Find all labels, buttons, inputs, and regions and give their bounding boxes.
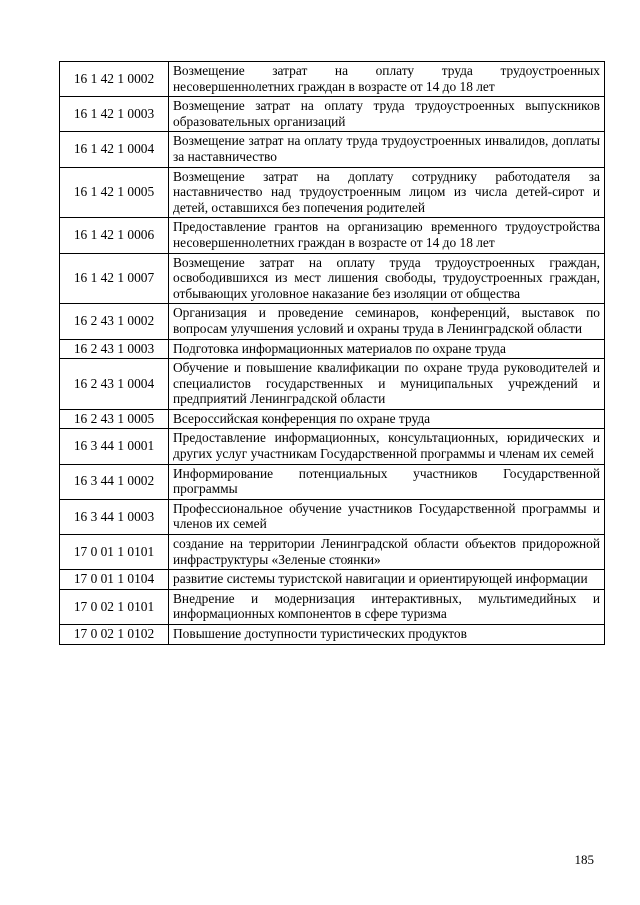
budget-code-table <box>59 61 605 645</box>
row-code: 16 1 42 1 0005 <box>60 167 169 218</box>
row-description: Подготовка информационных материалов по охране труда <box>169 339 605 359</box>
table-row <box>60 464 605 499</box>
table-row <box>60 304 605 339</box>
row-code: 16 2 43 1 0003 <box>60 339 169 359</box>
row-description: Профессиональное обучение участников Государственной программы и членов их семей <box>169 499 605 534</box>
row-description: развитие системы туристской навигации и ориентирующей информации <box>169 570 605 590</box>
row-description: Возмещение затрат на оплату труда трудоустроенных граждан, освободившихся из мест лишения свободы, трудоустроенных граждан, отбывающих уголовное наказание без изоляции от общества <box>169 253 605 304</box>
row-code: 16 1 42 1 0004 <box>60 132 169 167</box>
table-row <box>60 589 605 624</box>
table-row <box>60 167 605 218</box>
row-code: 16 1 42 1 0007 <box>60 253 169 304</box>
page-number: 185 <box>574 852 594 867</box>
table-row <box>60 359 605 410</box>
table-row <box>60 429 605 464</box>
row-description: Предоставление грантов на организацию временного трудоустройства несовершеннолетних граждан в возрасте от 14 до 18 лет <box>169 218 605 253</box>
table-row <box>60 97 605 132</box>
table-row <box>60 570 605 590</box>
row-description: Повышение доступности туристических продуктов <box>169 625 605 645</box>
row-description: Возмещение затрат на оплату труда трудоустроенных несовершеннолетних граждан в возрасте от 14 до 18 лет <box>169 62 605 97</box>
row-code: 16 3 44 1 0002 <box>60 464 169 499</box>
row-code: 16 2 43 1 0005 <box>60 409 169 429</box>
row-code: 17 0 01 1 0101 <box>60 535 169 570</box>
row-description: Всероссийская конференция по охране труда <box>169 409 605 429</box>
row-description: Возмещение затрат на доплату сотруднику работодателя за наставничество над трудоустроенным лицом из числа детей-сирот и детей, оставшихся без попечения родителей <box>169 167 605 218</box>
row-description: Возмещение затрат на оплату труда трудоустроенных инвалидов, доплаты за наставничество <box>169 132 605 167</box>
table-row <box>60 339 605 359</box>
table-row <box>60 409 605 429</box>
table-row <box>60 499 605 534</box>
row-description: Внедрение и модернизация интерактивных, мультимедийных и информационных компонентов в сфере туризма <box>169 589 605 624</box>
row-code: 16 1 42 1 0003 <box>60 97 169 132</box>
row-description: Обучение и повышение квалификации по охране труда руководителей и специалистов государственных и муниципальных учреждений и предприятий Ленинградской области <box>169 359 605 410</box>
row-code: 17 0 02 1 0101 <box>60 589 169 624</box>
row-code: 16 1 42 1 0006 <box>60 218 169 253</box>
table-row <box>60 62 605 97</box>
row-description: Организация и проведение семинаров, конференций, выставок по вопросам улучшения условий и охраны труда в Ленинградской области <box>169 304 605 339</box>
row-code: 16 2 43 1 0004 <box>60 359 169 410</box>
row-description: Информирование потенциальных участников Государственной программы <box>169 464 605 499</box>
row-description: Предоставление информационных, консультационных, юридических и других услуг участникам Государственной программы и членам их семей <box>169 429 605 464</box>
table-row <box>60 625 605 645</box>
row-description: создание на территории Ленинградской области объектов придорожной инфраструктуры «Зеленые стоянки» <box>169 535 605 570</box>
row-code: 16 3 44 1 0001 <box>60 429 169 464</box>
row-description: Возмещение затрат на оплату труда трудоустроенных выпускников образовательных организаций <box>169 97 605 132</box>
table-row <box>60 218 605 253</box>
table-body <box>60 62 605 645</box>
row-code: 17 0 02 1 0102 <box>60 625 169 645</box>
row-code: 16 1 42 1 0002 <box>60 62 169 97</box>
table-row <box>60 253 605 304</box>
table-row <box>60 535 605 570</box>
table-row <box>60 132 605 167</box>
row-code: 16 3 44 1 0003 <box>60 499 169 534</box>
row-code: 16 2 43 1 0002 <box>60 304 169 339</box>
row-code: 17 0 01 1 0104 <box>60 570 169 590</box>
